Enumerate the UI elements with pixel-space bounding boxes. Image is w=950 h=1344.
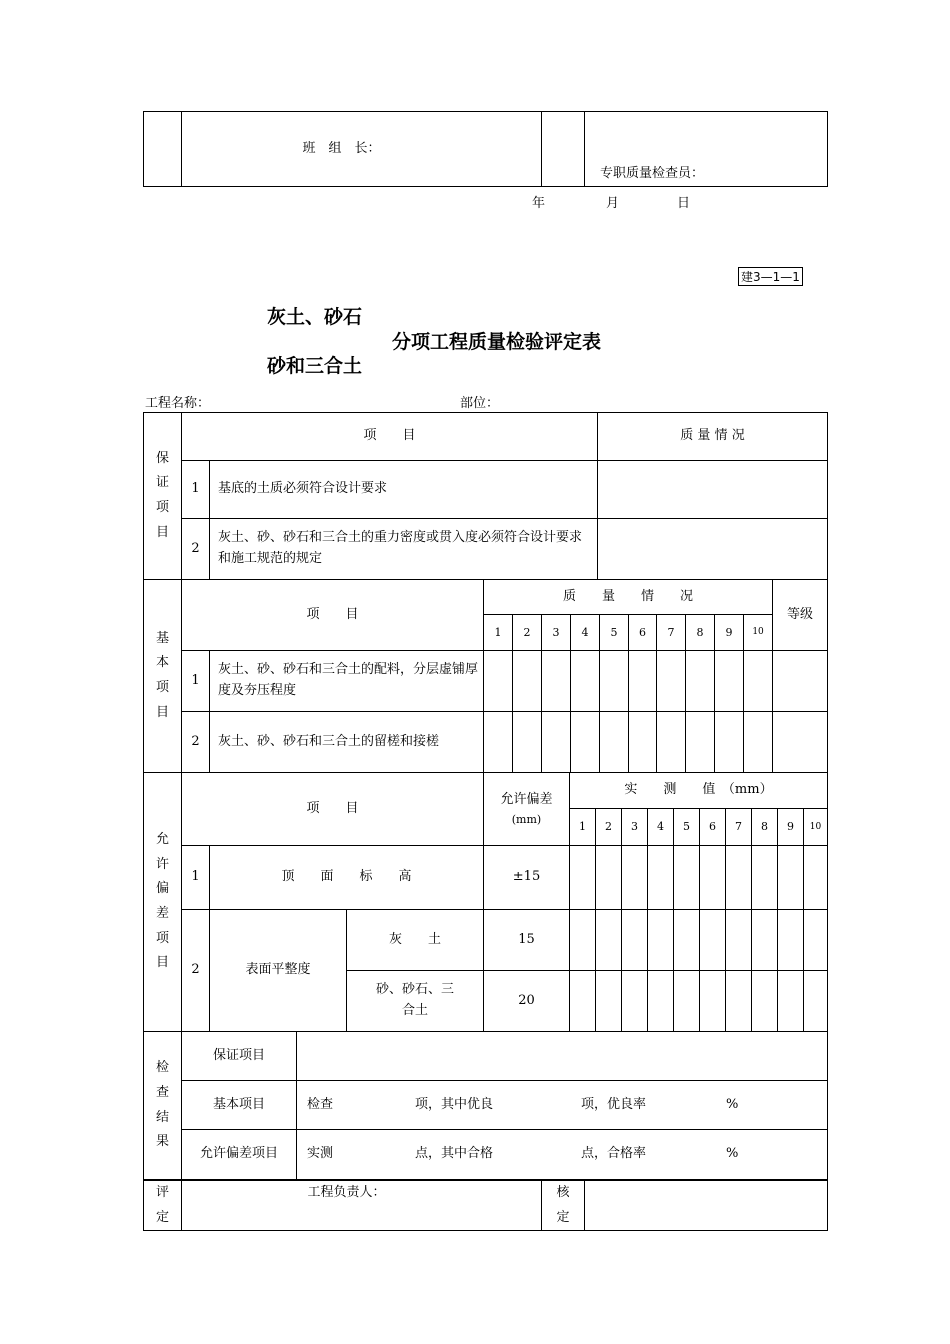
tolerance-table bbox=[143, 772, 828, 1032]
guarantee-col-item: 项 目 bbox=[182, 413, 598, 461]
location-label: 部位： bbox=[460, 396, 500, 411]
basic-check-label: 检查 bbox=[307, 1096, 334, 1112]
results-table bbox=[143, 1031, 828, 1180]
guarantee-table bbox=[143, 412, 828, 580]
tolerance-row2-sub1-value: 15 bbox=[484, 910, 570, 971]
basic-num: 4 bbox=[571, 615, 600, 651]
tolerance-row1-no: 1 bbox=[182, 846, 210, 910]
results-guarantee-label: 保证项目 bbox=[182, 1032, 297, 1081]
basic-num: 10 bbox=[744, 615, 773, 651]
tolerance-num: 1 bbox=[570, 809, 596, 846]
basic-excellent-label: 项，其中优良 bbox=[415, 1096, 494, 1112]
basic-num: 2 bbox=[513, 615, 542, 651]
tolerance-num: 7 bbox=[726, 809, 752, 846]
results-guarantee-value bbox=[297, 1032, 828, 1081]
guarantee-row1-no: 1 bbox=[182, 461, 210, 519]
basic-section-label: 基 本 项 目 bbox=[144, 580, 182, 773]
guarantee-row1-quality bbox=[598, 461, 828, 519]
bottom-signature-table bbox=[143, 1180, 828, 1231]
tolerance-qualified-label: 点，其中合格 bbox=[415, 1146, 494, 1162]
top-divider-cell bbox=[542, 112, 585, 187]
results-tolerance-text bbox=[297, 1130, 828, 1180]
tolerance-row1-value: ±15 bbox=[484, 846, 570, 910]
basic-num: 8 bbox=[686, 615, 715, 651]
tolerance-allow-unit: (mm) bbox=[511, 812, 542, 826]
team-leader-label: 班 组 长： bbox=[182, 112, 542, 187]
tolerance-num: 2 bbox=[596, 809, 622, 846]
basic-num: 1 bbox=[484, 615, 513, 651]
eval-label: 评 定 bbox=[144, 1181, 182, 1231]
basic-table bbox=[143, 579, 828, 773]
tolerance-num: 9 bbox=[778, 809, 804, 846]
date-month: 月 bbox=[606, 196, 620, 211]
tolerance-num: 10 bbox=[804, 809, 828, 846]
guarantee-row2-quality bbox=[598, 519, 828, 580]
basic-num: 9 bbox=[715, 615, 744, 651]
basic-row2-no: 2 bbox=[182, 712, 210, 773]
basic-num: 6 bbox=[629, 615, 657, 651]
tolerance-row2-no: 2 bbox=[182, 910, 210, 1032]
tolerance-row2-sub2-value: 20 bbox=[484, 971, 570, 1032]
top-empty-cell bbox=[144, 112, 182, 187]
results-basic-text bbox=[297, 1081, 828, 1130]
basic-col-grade: 等级 bbox=[773, 580, 828, 651]
tolerance-row1-text: 顶 面 标 高 bbox=[210, 846, 484, 910]
results-section-label: 检 查 结 果 bbox=[144, 1032, 182, 1180]
guarantee-col-quality: 质 量 情 况 bbox=[598, 413, 828, 461]
title-line2: 分项工程质量检验评定表 bbox=[392, 331, 602, 353]
tolerance-num: 4 bbox=[648, 809, 674, 846]
title-line1: 灰土、砂石 bbox=[267, 306, 363, 328]
inspector-label: 专职质量检查员： bbox=[585, 112, 828, 187]
guarantee-section-label: 保 证 项 目 bbox=[144, 413, 182, 580]
guarantee-row2-no: 2 bbox=[182, 519, 210, 580]
form-code: 建3—1—1 bbox=[738, 267, 803, 286]
tolerance-num: 3 bbox=[622, 809, 648, 846]
basic-row2-text: 灰土、砂、砂石和三合土的留槎和接槎 bbox=[210, 712, 484, 773]
top-signature-table bbox=[143, 111, 828, 187]
results-basic-label: 基本项目 bbox=[182, 1081, 297, 1130]
date-year: 年 bbox=[532, 196, 546, 211]
basic-row1-text: 灰土、砂、砂石和三合土的配料，分层虚铺厚度及夯压程度 bbox=[210, 651, 484, 712]
title-line3: 砂和三合土 bbox=[267, 355, 363, 377]
manager-label: 工程负责人： bbox=[182, 1181, 542, 1231]
verify-label: 核 定 bbox=[542, 1181, 585, 1231]
tolerance-col-allow bbox=[484, 773, 570, 846]
tolerance-num: 5 bbox=[674, 809, 700, 846]
tolerance-allow-label: 允许偏差 bbox=[500, 791, 553, 807]
tolerance-section-label: 允 许 偏 差 项 目 bbox=[144, 773, 182, 1032]
basic-rate-label: 项，优良率 bbox=[581, 1096, 647, 1112]
guarantee-row2-text: 灰土、砂、砂石和三合土的重力密度或贯入度必须符合设计要求和施工规范的规定 bbox=[210, 519, 598, 580]
tolerance-percent: % bbox=[726, 1146, 739, 1162]
tolerance-measured-label: 实测 bbox=[307, 1146, 334, 1162]
date-day: 日 bbox=[677, 196, 691, 211]
basic-col-quality: 质 量 情 况 bbox=[484, 580, 773, 615]
tolerance-num: 6 bbox=[700, 809, 726, 846]
basic-num: 3 bbox=[542, 615, 571, 651]
tolerance-col-item: 项 目 bbox=[182, 773, 484, 846]
results-tolerance-label: 允许偏差项目 bbox=[182, 1130, 297, 1180]
tolerance-row2-sub2-text: 砂、砂石、三合土 bbox=[347, 971, 484, 1032]
basic-num: 7 bbox=[657, 615, 686, 651]
guarantee-row1-text: 基底的土质必须符合设计要求 bbox=[210, 461, 598, 519]
basic-col-item: 项 目 bbox=[182, 580, 484, 651]
project-name-label: 工程名称： bbox=[145, 396, 211, 411]
tolerance-row2-text: 表面平整度 bbox=[210, 910, 347, 1032]
verify-value bbox=[585, 1181, 828, 1231]
tolerance-num: 8 bbox=[752, 809, 778, 846]
basic-percent: % bbox=[726, 1096, 739, 1112]
basic-num: 5 bbox=[600, 615, 629, 651]
tolerance-col-measured: 实 测 值 （mm） bbox=[570, 773, 828, 809]
basic-row1-no: 1 bbox=[182, 651, 210, 712]
tolerance-row2-sub1-text: 灰 土 bbox=[347, 910, 484, 971]
tolerance-rate-label: 点，合格率 bbox=[581, 1146, 647, 1162]
